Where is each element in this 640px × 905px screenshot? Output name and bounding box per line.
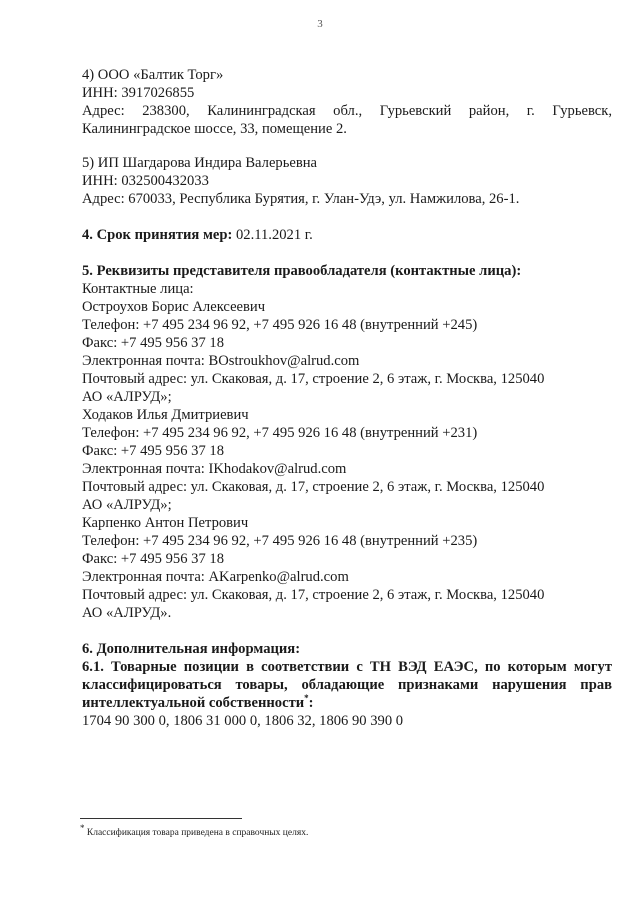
contact-postal: Почтовый адрес: ул. Скаковая, д. 17, строение 2, 6 этаж, г. Москва, 125040 <box>82 479 545 495</box>
contact-org: АО «АЛРУД». <box>82 605 172 621</box>
footnote-text: Классификация товара приведена в справочных целях. <box>84 828 309 839</box>
entry-inn: ИНН: 3917026855 <box>82 85 195 101</box>
contact-fax: Факс: +7 495 956 37 18 <box>82 443 225 459</box>
entry-inn: ИНН: 032500432033 <box>82 173 209 189</box>
section-4-date: 02.11.2021 г. <box>232 227 313 243</box>
page-number: 3 <box>317 18 323 30</box>
contacts-label: Контактные лица: <box>82 281 194 297</box>
contact-phone: Телефон: +7 495 234 96 92, +7 495 926 16 48 (внутренний +245) <box>82 317 478 333</box>
contact-email: Электронная почта: IKhodakov@alrud.com <box>82 461 347 477</box>
contact-email: Электронная почта: AKarpenko@alrud.com <box>82 569 349 585</box>
contact-name: Остроухов Борис Алексеевич <box>82 299 266 315</box>
tariff-codes: 1704 90 300 0, 1806 31 000 0, 1806 32, 1806 90 390 0 <box>82 713 404 729</box>
entry-address-cont: Калининградское шоссе, 33, помещение 2. <box>82 121 347 137</box>
section-5-heading: 5. Реквизиты представителя правообладателя (контактные лица): <box>82 263 522 279</box>
contact-phone: Телефон: +7 495 234 96 92, +7 495 926 16 48 (внутренний +231) <box>82 425 478 441</box>
section-6-1-line: классифицироваться товары, обладающие признаками нарушения прав <box>82 677 612 693</box>
section-6 <box>82 640 612 730</box>
section-6-heading: 6. Дополнительная информация: <box>82 641 301 657</box>
section-4-label: 4. Срок принятия мер: <box>82 227 233 243</box>
section-5 <box>82 262 612 622</box>
footnote-mark: * <box>304 693 309 704</box>
document-body <box>82 66 612 730</box>
entry-title: 5) ИП Шагдарова Индира Валерьевна <box>82 155 318 171</box>
contact-email: Электронная почта: BOstroukhov@alrud.com <box>82 353 360 369</box>
contact-fax: Факс: +7 495 956 37 18 <box>82 551 225 567</box>
contact-postal: Почтовый адрес: ул. Скаковая, д. 17, строение 2, 6 этаж, г. Москва, 125040 <box>82 587 545 603</box>
section-6-1-colon: : <box>308 695 314 711</box>
contact-card <box>82 514 612 622</box>
section-4 <box>82 226 612 244</box>
footnote-mark: * <box>80 823 85 833</box>
entry-address: Адрес: 670033, Республика Бурятия, г. Улан-Удэ, ул. Намжилова, 26-1. <box>82 191 520 207</box>
contact-card <box>82 406 612 514</box>
footnote-divider <box>80 818 242 819</box>
contact-phone: Телефон: +7 495 234 96 92, +7 495 926 16 48 (внутренний +235) <box>82 533 478 549</box>
section-6-1-line: интеллектуальной собственности <box>82 695 305 711</box>
contact-org: АО «АЛРУД»; <box>82 389 172 405</box>
entry-4 <box>82 66 612 138</box>
contact-name: Карпенко Антон Петрович <box>82 515 249 531</box>
section-6-1-line: 6.1. Товарные позиции в соответствии с ТН ВЭД ЕАЭС, по которым могут <box>82 659 612 675</box>
footnote <box>80 823 309 839</box>
contact-name: Ходаков Илья Дмитриевич <box>82 407 249 423</box>
contact-fax: Факс: +7 495 956 37 18 <box>82 335 225 351</box>
entry-address: Адрес: 238300, Калининградская обл., Гурьевский район, г. Гурьевск, <box>82 103 612 119</box>
entry-title: 4) ООО «Балтик Торг» <box>82 67 224 83</box>
contact-card <box>82 298 612 406</box>
entry-5 <box>82 154 612 208</box>
contact-org: АО «АЛРУД»; <box>82 497 172 513</box>
contact-postal: Почтовый адрес: ул. Скаковая, д. 17, строение 2, 6 этаж, г. Москва, 125040 <box>82 371 545 387</box>
